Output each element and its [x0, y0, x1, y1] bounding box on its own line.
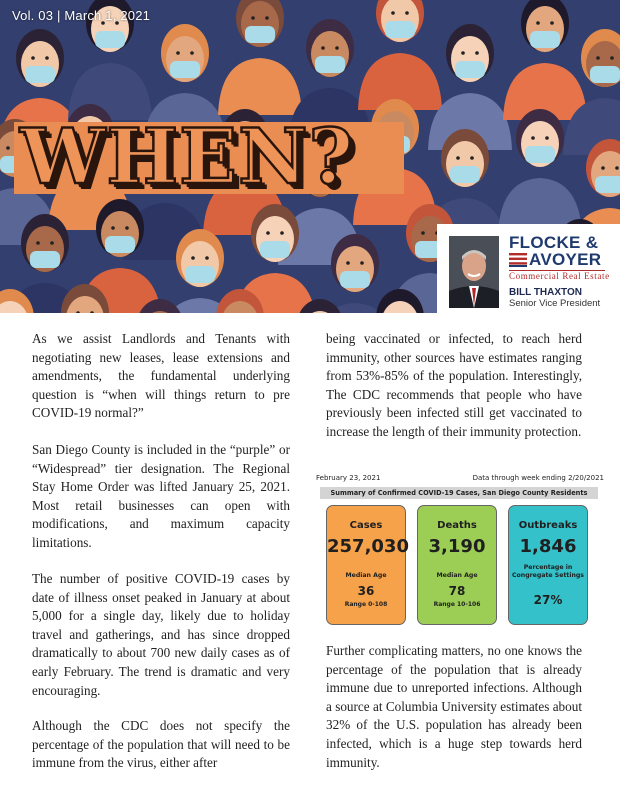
deaths-range: Range 10-106 — [433, 601, 481, 608]
cases-label: Cases — [349, 520, 383, 531]
person-title: Senior Vice President — [509, 298, 601, 309]
article-left-p3: The number of positive COVID-19 cases by date of illness onset peaked in January at about 5,000 for a single day, likely due to holiday travel and gatherings, and has since dropped dramatically to about 700 new daily cases as of early February. The trend is dramatic and very encouraging. — [32, 571, 290, 698]
deaths-median-age: 78 — [448, 584, 466, 598]
summary-date: February 23, 2021 — [316, 474, 381, 482]
cases-range: Range 0-108 — [344, 601, 388, 608]
cases-value: 257,030 — [327, 536, 409, 557]
outbreaks-label: Outbreaks — [518, 520, 578, 531]
cases-card — [326, 505, 409, 625]
summary-header: Summary of Confirmed COVID-19 Cases, San Diego County Residents — [320, 487, 598, 499]
summary-data-through: Data through week ending 2/20/2021 — [472, 474, 604, 482]
logo-tagline: Commercial Real Estate — [509, 271, 610, 281]
article-right-bottom: Further complicating matters, no one knows the percentage of the population that is already immune due to unreported infections. Although a source at Columbia University estimates about 32% of the U.S. population has already been infected, which is a huge step towards herd immunity. — [326, 643, 582, 770]
volume-date: Vol. 03 | March 1, 2021 — [12, 8, 151, 23]
headshot-photo — [449, 236, 499, 308]
logo-line2: AVOYER — [529, 250, 602, 269]
flag-icon — [509, 253, 527, 267]
outbreaks-value: 1,846 — [519, 536, 577, 557]
headline: WHEN? — [20, 112, 355, 201]
outbreaks-percentage: 27% — [533, 593, 563, 607]
article-left-p1: As we assist Landlords and Tenants with negotiating new leases, lease extensions and amendments, the fundamental underlying question is “when will things return to pre COVID-19 normal?” — [32, 331, 290, 421]
logo-line1: FLOCKE & — [509, 233, 599, 252]
deaths-value: 3,190 — [428, 536, 486, 557]
cases-sub: Median Age — [345, 572, 387, 579]
article-right-top: being vaccinated or infected, to reach herd immunity, other sources have estimates ranging from 53%-85% of the population. Interestingly, The CDC recommends that people who have previously been infected still get vaccinated to increase the length of their immunity protection. — [326, 331, 582, 439]
hero-banner — [0, 0, 620, 313]
article-left-p4: Although the CDC does not specify the percentage of the population that will need to be immune from the virus, either after — [32, 718, 290, 771]
deaths-sub: Median Age — [436, 572, 478, 579]
outbreaks-sub: Percentage in Congregate Settings — [512, 564, 584, 579]
deaths-card — [417, 505, 497, 625]
cases-median-age: 36 — [357, 584, 375, 598]
brand-card — [437, 224, 620, 313]
outbreaks-card — [508, 505, 588, 625]
deaths-label: Deaths — [437, 520, 477, 531]
article-left-p2: San Diego County is included in the “purple” or “Widespread” tier designation. The Regional Stay Home Order was lifted January 25, 2021. Most retail businesses can open with modifications, and maximum capacity limitations. — [32, 442, 290, 550]
covid-summary-widget — [314, 474, 604, 634]
person-name: BILL THAXTON — [509, 287, 582, 298]
